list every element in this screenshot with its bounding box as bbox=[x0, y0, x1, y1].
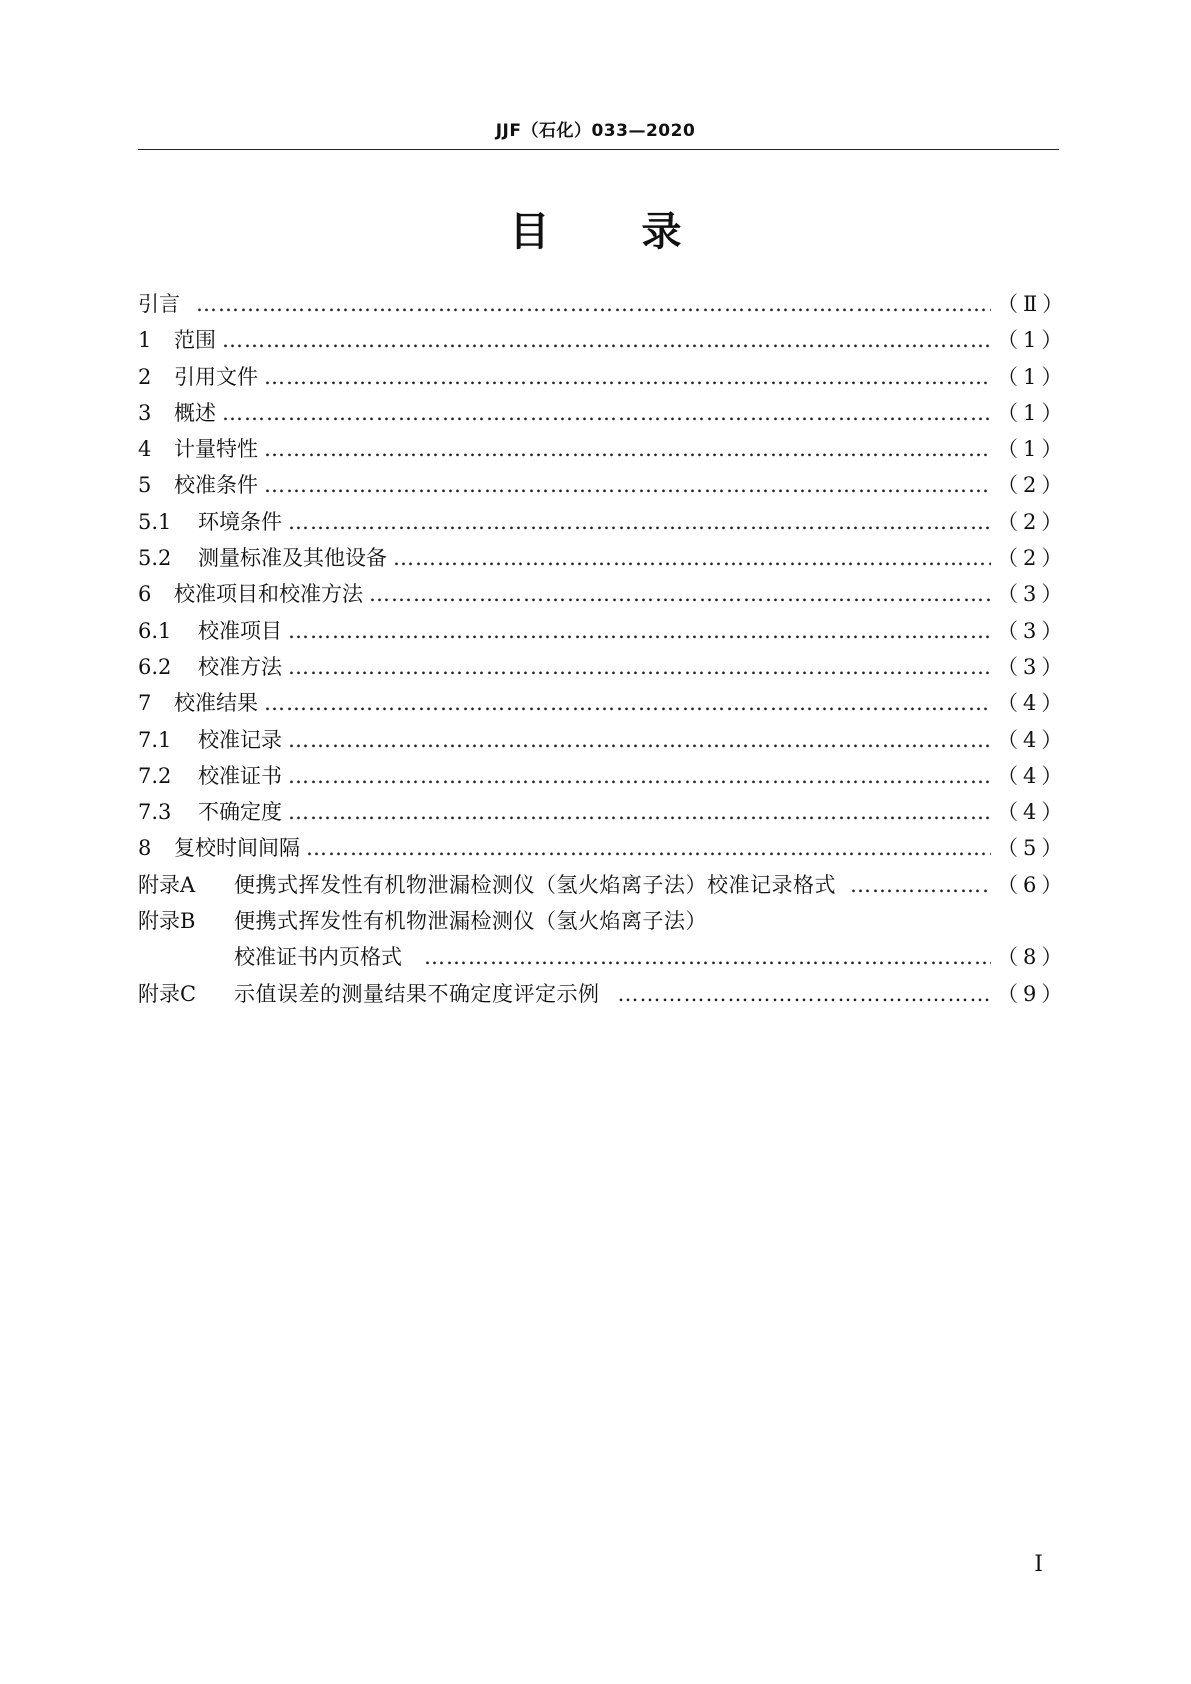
toc-entry-label: 校准条件 bbox=[174, 473, 258, 498]
header-rule bbox=[138, 149, 1059, 150]
toc-dot-leader bbox=[222, 401, 991, 425]
toc-entry-page: （6） bbox=[997, 872, 1068, 897]
toc-entry-label: 便携式挥发性有机物泄漏检测仪（氢火焰离子法） bbox=[234, 909, 707, 934]
toc-entry-7-1[interactable] bbox=[138, 724, 1068, 760]
toc-entry-number: 1 bbox=[138, 328, 152, 353]
toc-entry-label: 引用文件 bbox=[174, 364, 258, 389]
toc-entry-7[interactable] bbox=[138, 687, 1068, 723]
toc-entry-label: 复校时间间隔 bbox=[174, 836, 300, 861]
title-char-1: 目 bbox=[509, 209, 550, 255]
toc-entry-number: 7 bbox=[138, 691, 152, 716]
toc-entry-6[interactable] bbox=[138, 578, 1068, 614]
toc-entry-label: 不确定度 bbox=[198, 800, 282, 825]
toc-entry-number: 5.1 bbox=[138, 509, 172, 534]
toc-entry-label: 示值误差的测量结果不确定度评定示例 bbox=[234, 981, 600, 1006]
toc-dot-leader bbox=[424, 945, 991, 969]
toc-entry-page: （1） bbox=[997, 328, 1068, 353]
toc-entry-5[interactable] bbox=[138, 469, 1068, 505]
toc-entry-page: （4） bbox=[997, 727, 1068, 752]
toc-entry-label: 校准记录 bbox=[198, 727, 282, 752]
toc-entry-number: 7.2 bbox=[138, 763, 172, 788]
toc-entry-page: （4） bbox=[997, 763, 1068, 788]
toc-entry-number: 4 bbox=[138, 437, 152, 462]
toc-entry-number: 6 bbox=[138, 582, 152, 607]
toc-entry-label: 范围 bbox=[174, 328, 216, 353]
toc-dot-leader bbox=[288, 619, 991, 643]
toc-dot-leader bbox=[288, 655, 991, 679]
toc-dot-leader bbox=[264, 473, 991, 497]
toc-dot-leader bbox=[288, 800, 991, 824]
toc-entry-number: 6.2 bbox=[138, 654, 172, 679]
toc-entry-6-1[interactable] bbox=[138, 615, 1068, 651]
toc-entry-label: 测量标准及其他设备 bbox=[198, 546, 387, 571]
toc-entry-label: 校准项目 bbox=[198, 618, 282, 643]
toc-entry-intro[interactable] bbox=[138, 288, 1069, 324]
toc-entry-appendix-a[interactable] bbox=[138, 869, 1068, 905]
toc-entry-page: （3） bbox=[997, 618, 1068, 643]
toc-entry-page: （3） bbox=[997, 654, 1068, 679]
toc-dot-leader bbox=[222, 328, 991, 352]
toc-entry-number: 附录A bbox=[138, 872, 196, 897]
toc-dot-leader bbox=[850, 873, 991, 897]
title-char-2: 录 bbox=[641, 209, 682, 255]
page-number: Ⅰ bbox=[1034, 1552, 1043, 1577]
document-code-header: JJF（石化）033—2020 bbox=[495, 121, 696, 141]
toc-entry-7-2[interactable] bbox=[138, 760, 1068, 796]
toc-entry-page: （Ⅱ） bbox=[997, 292, 1069, 316]
toc-dot-leader bbox=[196, 292, 991, 316]
toc-entry-number: 3 bbox=[138, 400, 152, 425]
toc-entry-number: 2 bbox=[138, 364, 152, 389]
toc-entry-page: （2） bbox=[997, 509, 1068, 534]
toc-dot-leader bbox=[264, 691, 991, 715]
toc-entry-number: 5 bbox=[138, 473, 152, 498]
toc-entry-label: 便携式挥发性有机物泄漏检测仪（氢火焰离子法）校准记录格式 bbox=[234, 872, 836, 897]
toc-entry-label: 校准证书内页格式 bbox=[234, 945, 402, 970]
toc-entry-4[interactable] bbox=[138, 433, 1068, 469]
toc-entry-appendix-b[interactable] bbox=[138, 905, 1059, 941]
toc-entry-6-2[interactable] bbox=[138, 651, 1068, 687]
toc-entry-number: 5.2 bbox=[138, 546, 172, 571]
toc-entry-number: 8 bbox=[138, 836, 152, 861]
toc-entry-label: 校准项目和校准方法 bbox=[174, 582, 363, 607]
toc-dot-leader bbox=[288, 764, 991, 788]
toc-entry-page: （4） bbox=[997, 800, 1068, 825]
toc-entry-page: （1） bbox=[997, 400, 1068, 425]
toc-dot-leader bbox=[618, 982, 992, 1006]
toc-entry-page: （5） bbox=[997, 836, 1068, 861]
toc-entry-3[interactable] bbox=[138, 397, 1068, 433]
toc-entry-label: 引言 bbox=[138, 292, 180, 316]
toc-entry-label: 校准方法 bbox=[198, 654, 282, 679]
toc-dot-leader bbox=[369, 582, 991, 606]
toc-entry-number: 7.1 bbox=[138, 727, 172, 752]
page-title bbox=[0, 200, 1191, 257]
toc-entry-label: 概述 bbox=[174, 400, 216, 425]
toc-dot-leader bbox=[288, 510, 991, 534]
toc-entry-page: （4） bbox=[997, 691, 1068, 716]
toc-dot-leader bbox=[306, 836, 991, 860]
toc-entry-page: （2） bbox=[997, 546, 1068, 571]
toc-entry-1[interactable] bbox=[138, 324, 1068, 360]
toc-entry-label: 计量特性 bbox=[174, 437, 258, 462]
toc-entry-appendix-c[interactable] bbox=[138, 978, 1068, 1014]
toc-dot-leader bbox=[264, 437, 991, 461]
toc-entry-number: 附录B bbox=[138, 909, 196, 934]
toc-entry-2[interactable] bbox=[138, 361, 1068, 397]
toc-dot-leader bbox=[288, 728, 991, 752]
toc-entry-number: 附录C bbox=[138, 981, 197, 1006]
toc-entry-appendix-b-continued[interactable] bbox=[138, 941, 1068, 977]
toc-entry-page: （9） bbox=[997, 981, 1068, 1006]
toc-entry-label: 校准证书 bbox=[198, 763, 282, 788]
toc-entry-page: （3） bbox=[997, 582, 1068, 607]
toc-entry-page: （2） bbox=[997, 473, 1068, 498]
toc-entry-number: 7.3 bbox=[138, 800, 172, 825]
toc-entry-label: 校准结果 bbox=[174, 691, 258, 716]
toc-entry-page: （8） bbox=[997, 945, 1068, 970]
toc-entry-5-2[interactable] bbox=[138, 542, 1068, 578]
toc-entry-5-1[interactable] bbox=[138, 506, 1068, 542]
toc-dot-leader bbox=[393, 546, 991, 570]
toc-entry-number: 6.1 bbox=[138, 618, 172, 643]
toc-entry-8[interactable] bbox=[138, 832, 1068, 868]
toc-entry-page: （1） bbox=[997, 364, 1068, 389]
toc-entry-7-3[interactable] bbox=[138, 796, 1068, 832]
toc-entry-page: （1） bbox=[997, 437, 1068, 462]
toc-entry-label: 环境条件 bbox=[198, 509, 282, 534]
table-of-contents bbox=[138, 288, 1069, 1014]
toc-dot-leader bbox=[264, 365, 991, 389]
